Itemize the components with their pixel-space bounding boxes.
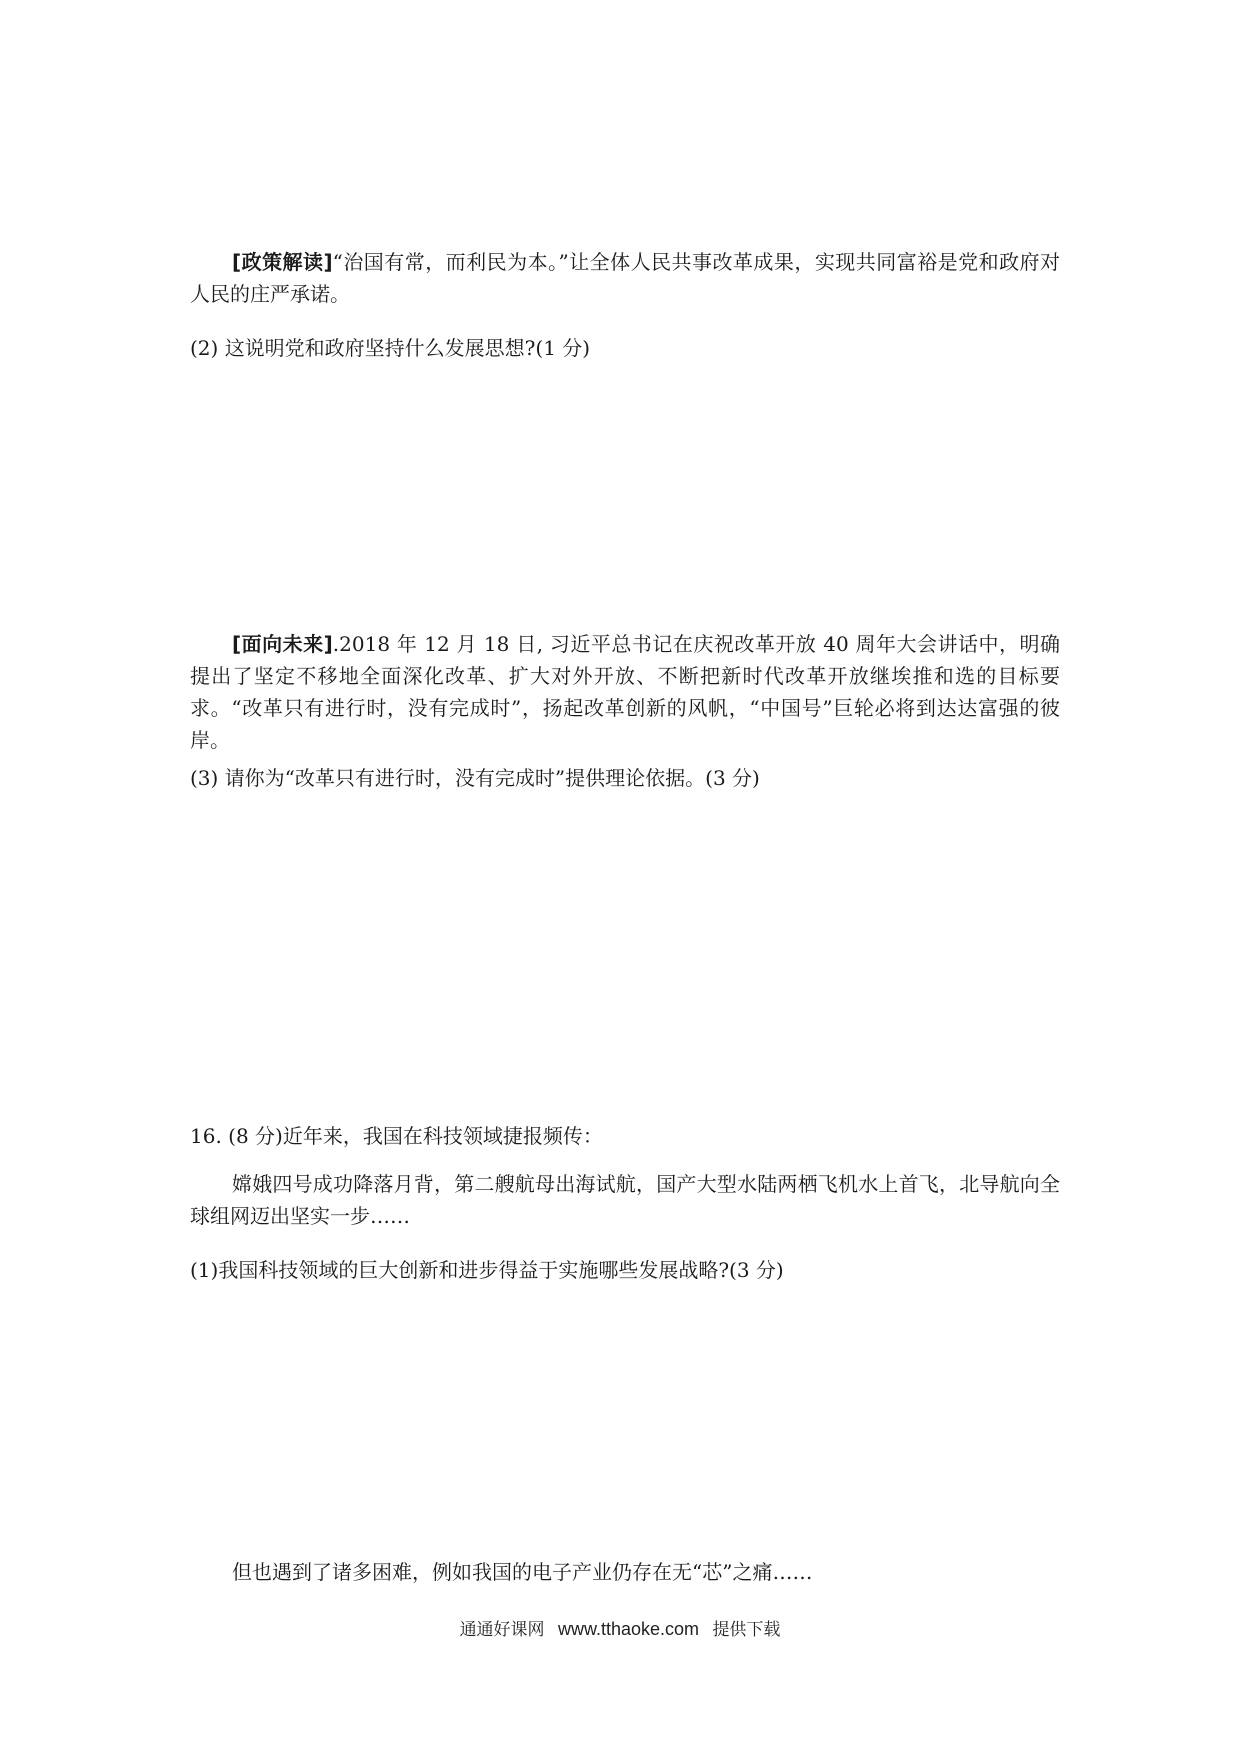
policy-text: “治国有常，而利民为本。”让全体人民共事改革成果，实现共同富裕是党和政府对人民的庄严承诺。 <box>190 250 1061 306</box>
question-16-sub-1: (1)我国科技领域的巨大创新和进步得益于实施哪些发展战略?(3 分) <box>190 1258 784 1282</box>
question-2: (2) 这说明党和政府坚持什么发展思想?(1 分) <box>190 336 591 360</box>
policy-tag: [政策解读] <box>232 250 333 274</box>
question-3: (3) 请你为“改革只有进行时，没有完成时”提供理论依据。(3 分) <box>190 766 760 790</box>
question-16-continuation: 但也遇到了诸多困难，例如我国的电子产业仍存在无“芯”之痛…… <box>232 1560 813 1584</box>
future-tag: [面向未来] <box>232 632 333 656</box>
policy-paragraph <box>190 246 1060 310</box>
question-16-intro: 嫦娥四号成功降落月背，第二艘航母出海试航，国产大型水陆两栖飞机水上首飞，北导航向全球组网迈出坚实一步…… <box>190 1172 1060 1228</box>
page-footer <box>0 1615 1240 1640</box>
footer-site-name: 通通好课网 <box>459 1620 545 1640</box>
footer-url-link[interactable]: www.tthaoke.com <box>557 1619 700 1639</box>
future-text: .2018 年 12 月 18 日, 习近平总书记在庆祝改革开放 40 周年大会讲话中，明确提出了坚定不移地全面深化改革、扩大对外开放、不断把新时代改革开放继埃推和选的目标要求。“改革只有进行时，没有完成时”，扬起改革创新的风帆，“中国号”巨轮必将到达达富强的彼岸。 <box>190 632 1061 752</box>
footer-suffix: 提供下载 <box>712 1620 781 1640</box>
future-paragraph <box>190 628 1060 756</box>
question-16-header: 16. (8 分)近年来，我国在科技领域捷报频传： <box>190 1124 603 1148</box>
